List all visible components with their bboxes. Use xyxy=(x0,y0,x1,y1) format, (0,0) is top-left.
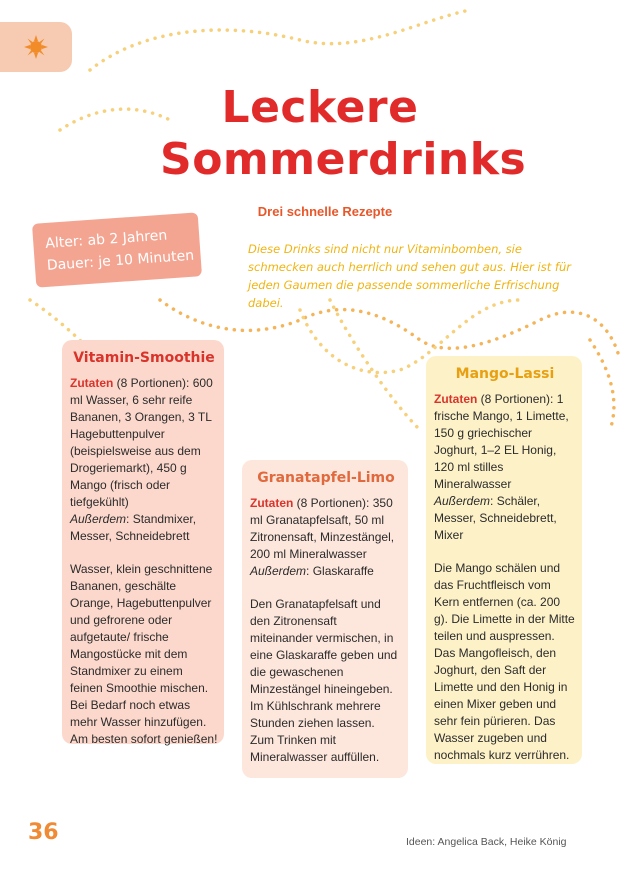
ingredients-text: (8 Portionen): 1 frische Mango, 1 Limette, 150 g griechischer Joghurt, 1–2 EL Honig, 120 ml stilles Mineralwasser xyxy=(434,392,569,491)
extras-label: Außerdem xyxy=(250,564,307,578)
recipe-method: Die Mango schälen und das Fruchtfleisch vom Kern entfernen (ca. 200 g). Die Limette in der Mitte teilen und auspressen. Das Mangofleisch, den Joghurt, den Saft der Limette und den Honig in einen Mixer geben und sehr fein pürieren. Das Wasser zugeben und nochmals kurz verrühren. xyxy=(434,561,575,762)
recipe-card-granatapfel-limo xyxy=(242,460,408,778)
recipe-method: Den Granatapfelsaft und den Zitronensaft miteinander vermischen, in eine Glaskaraffe geben und die gewaschenen Minzestängel hineingeben. Im Kühlschrank mehrere Stunden ziehen lassen. Zum Trinken mit Mineralwasser auffüllen. xyxy=(250,597,398,764)
title-line-1: Leckere xyxy=(221,82,419,133)
sun-icon xyxy=(23,34,49,60)
extras-label: Außerdem xyxy=(434,494,491,508)
intro-text: Diese Drinks sind nicht nur Vitaminbomben, sie schmecken auch herrlich und sehen gut aus. Hier ist für jeden Gaumen die passende sommerliche Erfrischung dabei. xyxy=(248,242,571,310)
recipe-extras xyxy=(250,563,402,580)
recipe-title: Vitamin-Smoothie xyxy=(73,350,215,366)
page-number: 36 xyxy=(28,820,59,845)
recipe-title: Granatapfel-Limo xyxy=(257,470,395,486)
recipe-extras xyxy=(70,511,218,545)
page-title xyxy=(160,82,527,186)
recipe-method: Wasser, klein geschnittene Bananen, geschälte Orange, Hagebuttenpulver und gefrorene oder aufgetaute/ frische Mangostücke mit dem Standmixer zu einem feinen Smoothie mischen. Bei Bedarf noch etwas mehr Wasser hinzufügen. Am besten sofort genießen! xyxy=(70,562,218,746)
recipe-card-mango-lassi xyxy=(426,356,582,764)
recipe-ingredients xyxy=(250,495,402,563)
extras-text: : Standmixer, Messer, Schneidebrett xyxy=(70,512,197,543)
ingredients-text: (8 Portionen): 350 ml Granatapfelsaft, 50 ml Zitronensaft, Minzestängel, 200 ml Mineralwasser xyxy=(250,496,395,561)
recipe-ingredients xyxy=(434,391,576,493)
extras-text: : Schäler, Messer, Schneidebrett, Mixer xyxy=(434,494,557,542)
recipe-extras xyxy=(434,493,576,544)
age-text: Alter: ab 2 Jahren xyxy=(44,227,168,252)
ingredients-text: (8 Portionen): 600 ml Wasser, 6 sehr reife Bananen, 3 Orangen, 3 TL Hagebuttenpulver (beispielsweise aus dem Drogeriemarkt), 450 g Mango (frisch oder tiefgekühlt) xyxy=(70,376,213,509)
ingredients-label: Zutaten xyxy=(434,392,478,406)
recipe-card-vitamin-smoothie xyxy=(62,340,224,744)
age-duration-badge xyxy=(32,212,202,287)
duration-text: Dauer: je 10 Minuten xyxy=(46,247,195,274)
ingredients-label: Zutaten xyxy=(70,376,114,390)
credits: Ideen: Angelica Back, Heike König xyxy=(406,836,567,848)
extras-label: Außerdem xyxy=(70,512,127,526)
subtitle: Drei schnelle Rezepte xyxy=(257,204,393,219)
recipe-ingredients xyxy=(70,375,218,511)
recipe-title: Mango-Lassi xyxy=(455,366,555,382)
title-line-2: Sommerdrinks xyxy=(160,134,527,185)
ingredients-label: Zutaten xyxy=(250,496,294,510)
sun-badge xyxy=(0,22,72,72)
extras-text: : Glaskaraffe xyxy=(306,564,374,578)
